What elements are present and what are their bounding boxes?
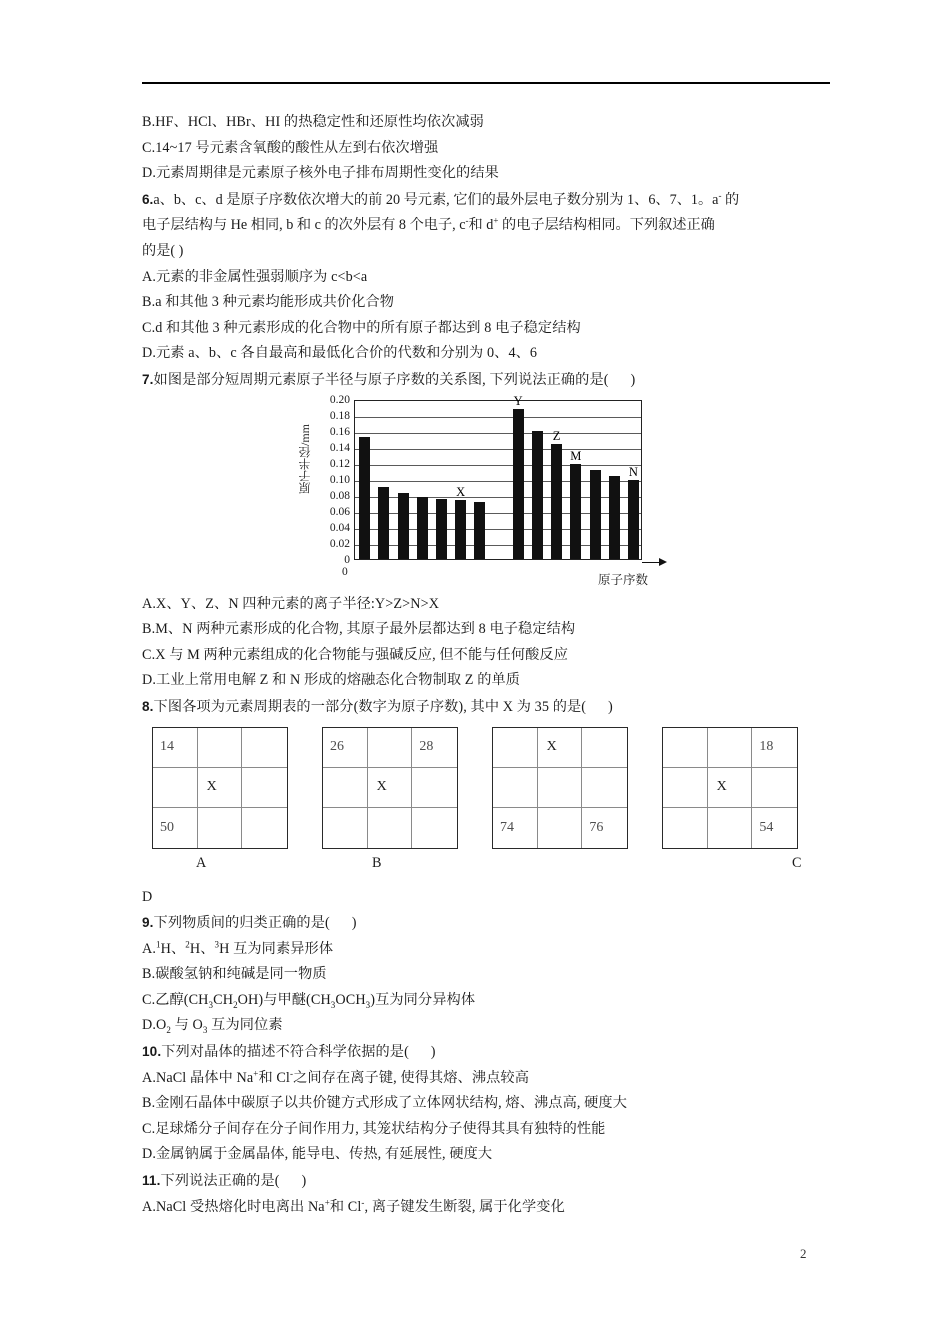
q6-stem-line2b: 和 d [468,217,494,234]
grid-cell: 28 [412,728,457,768]
question-9-stem [142,910,832,937]
q7-stem-text: 如图是部分短周期元素原子半径与原子序数的关系图, 下列说法正确的是( ) [153,371,636,388]
chart-y-tick-label: 0.14 [329,441,350,454]
q9-option-c [142,988,832,1014]
chart-y-tick-label: 0.16 [329,425,350,438]
q11-number: 11. [142,1173,161,1189]
chart-bar [436,499,447,558]
q9-c-letter: C. [142,991,156,1008]
grid-cell [368,728,413,768]
grid-cell [582,728,627,768]
q10-option-b [142,1091,832,1117]
chart-gridline [355,433,641,434]
q10-c-text: 足球烯分子间存在分子间作用力, 其笼状结构分子使得其具有独特的性能 [155,1120,606,1137]
chart-y-tick-label: 0.12 [329,457,350,470]
grid-cell [242,808,287,848]
grid-cell [323,808,368,848]
q6-stem-line2c: 的电子层结构相同。下列叙述正确 [498,217,715,234]
grid-label-b: B [372,854,382,871]
grid-label-c: C [792,854,802,871]
question-6-stem [142,187,832,265]
chart-point-label-y: Y [513,393,523,408]
q10-a-letter: A. [142,1069,156,1086]
grid-cell [582,768,627,808]
q9-option-b [142,962,832,988]
q11-a-letter: A. [142,1198,156,1215]
q7-option-a: A.X、Y、Z、N 四种元素的离子半径:Y>Z>N>X [142,595,440,612]
q9-c-text: 乙醇$(CH_3CH_2OH)$与甲醚$(CH_3OCH_3)$互为同分异构体 [155,991,476,1010]
grid-cell [198,808,243,848]
chart-gridline [355,417,641,418]
grid-b [322,727,458,849]
q5-option-d: D.元素周期律是元素原子核外电子排布周期性变化的结果 [142,165,499,182]
q9-stem-text: 下列物质间的归类正确的是( ) [153,915,357,932]
q6-stem-part1: a、b、c、d 是原子序数依次增大的前 20 号元素, 它们的最外层电子数分别为 1、6、7、1。a [153,191,719,208]
q9-b-text: 碳酸氢钠和纯碱是同一物质 [155,966,327,983]
q11-stem-text: 下列说法正确的是( ) [160,1173,307,1190]
q9-a-letter: A. [142,940,156,957]
header-rule [142,82,830,84]
q10-d-text: 金属钠属于金属晶体, 能导电、传热, 有延展性, 硬度大 [156,1146,493,1163]
q10-d-letter: D. [142,1146,156,1163]
chart-y-tick-label: 0.20 [329,393,350,406]
q6-sup-2: - [465,215,469,226]
chart-bar [378,487,389,558]
q10-number: 10. [142,1044,162,1060]
grid-cell [493,728,538,768]
grid-cell [198,728,243,768]
grid-a [152,727,288,849]
grid-c [492,727,628,849]
q10-c-letter: C. [142,1120,156,1137]
q6-stem-part2: 的 [721,191,740,208]
grid-cell [663,808,708,848]
grid-cell: 14 [153,728,198,768]
q10-a-text: NaCl 晶体中 Na+和 Cl-之间存在离子键, 使得其熔、沸点较高 [156,1067,529,1086]
q10-option-a [142,1066,832,1092]
grid-cell-x: X [708,768,753,808]
grid-cell-x: X [198,768,243,808]
q9-number: 9. [142,915,154,931]
grid-cell [663,768,708,808]
grid-cell: 74 [493,808,538,848]
chart-y-axis-label: 原子半径/mm [298,423,312,494]
q10-b-letter: B. [142,1095,156,1112]
chart-point-label-z: Z [552,429,561,444]
grid-cell [752,768,797,808]
grid-label-a: A [196,854,207,871]
grid-cell [412,768,457,808]
grid-cell [153,768,198,808]
grid-option-letters-row [142,855,832,885]
q8-number: 8. [142,698,154,714]
chart-y-tick-label: 0 [344,553,350,566]
grid-cell-x: X [368,768,413,808]
q10-option-c [142,1117,832,1143]
question-11-stem [142,1168,832,1195]
chart-bar [359,437,370,559]
chart-y-tick-label: 0.06 [329,505,350,518]
q7-option-d: D.工业上常用电解 Z 和 N 形成的熔融态化合物制取 Z 的单质 [142,672,521,689]
chart-plot-area [354,393,642,560]
chart-bar [551,444,562,558]
grid-cell: 54 [759,819,774,835]
question-10-stem [142,1039,832,1066]
grid-cell: 26 [323,728,368,768]
grid-cell [538,808,583,848]
chart-bar [417,497,428,559]
grid-cell [412,808,457,848]
q9-d-letter: D. [142,1017,156,1034]
chart-y-tick-label: 0.08 [329,489,350,502]
grid-cell [538,768,583,808]
q11-option-a [142,1195,832,1221]
grid-cell [242,768,287,808]
chart-bar [455,500,466,558]
q6-stem-line2a: 电子层结构与 He 相同, b 和 c 的次外层有 8 个电子, c [142,217,466,234]
q6-option-a: A.元素的非金属性强弱顺序为 c<b<a [142,268,368,285]
chart-bar [609,476,620,558]
chart-origin-label: 0 [342,565,348,578]
chart-bar [628,480,639,558]
grid-cell [368,808,413,848]
grid-cell [663,728,708,768]
q9-b-letter: B. [142,966,156,983]
chart-y-ticks [314,393,352,570]
question-8-stem [142,694,832,721]
q6-stem-line3: 的是( ) [142,242,184,259]
grid-label-d: D [142,888,153,905]
q6-number: 6. [142,191,154,207]
page-number: 2 [800,1246,807,1261]
grid-cell [708,728,753,768]
grid-cell: 18 [752,728,797,768]
q6-option-d: D.元素 a、b、c 各自最高和最低化合价的代数和分别为 0、4、6 [142,345,538,362]
q10-b-text: 金刚石晶体中碳原子以共价键方式形成了立体网状结构, 熔、沸点高, 硬度大 [155,1095,628,1112]
q6-sup-1: - [718,190,722,201]
chart-bar [513,409,524,559]
q7-option-c: C.X 与 M 两种元素组成的化合物能与强碱反应, 但不能与任何酸反应 [142,646,568,663]
chart-y-tick-label: 0.10 [329,473,350,486]
chart-point-label-x: X [456,485,466,500]
q9-option-a [142,937,832,963]
question-7-stem [142,367,832,394]
grid-cell [242,728,287,768]
q6-option-c: C.d 和其他 3 种元素形成的化合物中的所有原子都达到 8 电子稳定结构 [142,319,581,336]
q6-option-b: B.a 和其他 3 种元素均能形成共价化合物 [142,294,395,311]
chart-bar [474,502,485,559]
q8-stem-text: 下图各项为元素周期表的一部分(数字为原子序数), 其中 X 为 35 的是( ) [153,698,613,715]
chart-bar [570,464,581,558]
grid-cell: 76 [589,819,604,835]
q6-sup-3: + [493,215,499,226]
q9-d-text: $O_2$ 与 $O_3$ 互为同位素 [156,1017,283,1036]
grid-d [662,727,798,849]
chart-y-tick-label: 0.18 [329,409,350,422]
chart-bar [532,431,543,559]
chart-gridline [355,449,641,450]
chart-y-tick-label: 0.04 [329,521,350,534]
atomic-radius-chart-figure [142,393,832,592]
chart-bar [398,493,409,559]
q10-stem-text: 下列对晶体的描述不符合科学依据的是( ) [161,1044,436,1061]
chart-bar [590,470,601,559]
grid-cell: 50 [153,808,198,848]
q7-option-b: B.M、N 两种元素形成的化合物, 其原子最外层都达到 8 电子稳定结构 [142,621,576,638]
grid-cell [323,768,368,808]
q7-number: 7. [142,371,154,387]
q9-a-text: $^1$H、$^2$H、$^3$H 互为同素异形体 [156,938,334,957]
periodic-table-grids [142,727,832,855]
q5-option-c: C.14~17 号元素含氧酸的酸性从左到右依次增强 [142,139,439,156]
grid-cell [708,808,753,848]
q10-option-d [142,1142,832,1168]
chart-x-axis-label: 原子序数 [598,572,649,587]
chart-point-label-n: N [628,465,638,480]
chart-y-tick-label: 0.02 [329,537,350,550]
chart-gridline [355,465,641,466]
grid-cell [493,768,538,808]
q11-a-text: NaCl 受热熔化时电离出 Na+和 Cl-, 离子键发生断裂, 属于化学变化 [156,1196,565,1215]
page-content [142,110,832,1220]
q9-option-d [142,1013,832,1039]
grid-cell-x: X [538,728,583,768]
q5-option-b: B.HF、HCl、HBr、HI 的热稳定性和还原性均依次减弱 [142,114,484,130]
chart-point-label-m: M [570,449,582,464]
